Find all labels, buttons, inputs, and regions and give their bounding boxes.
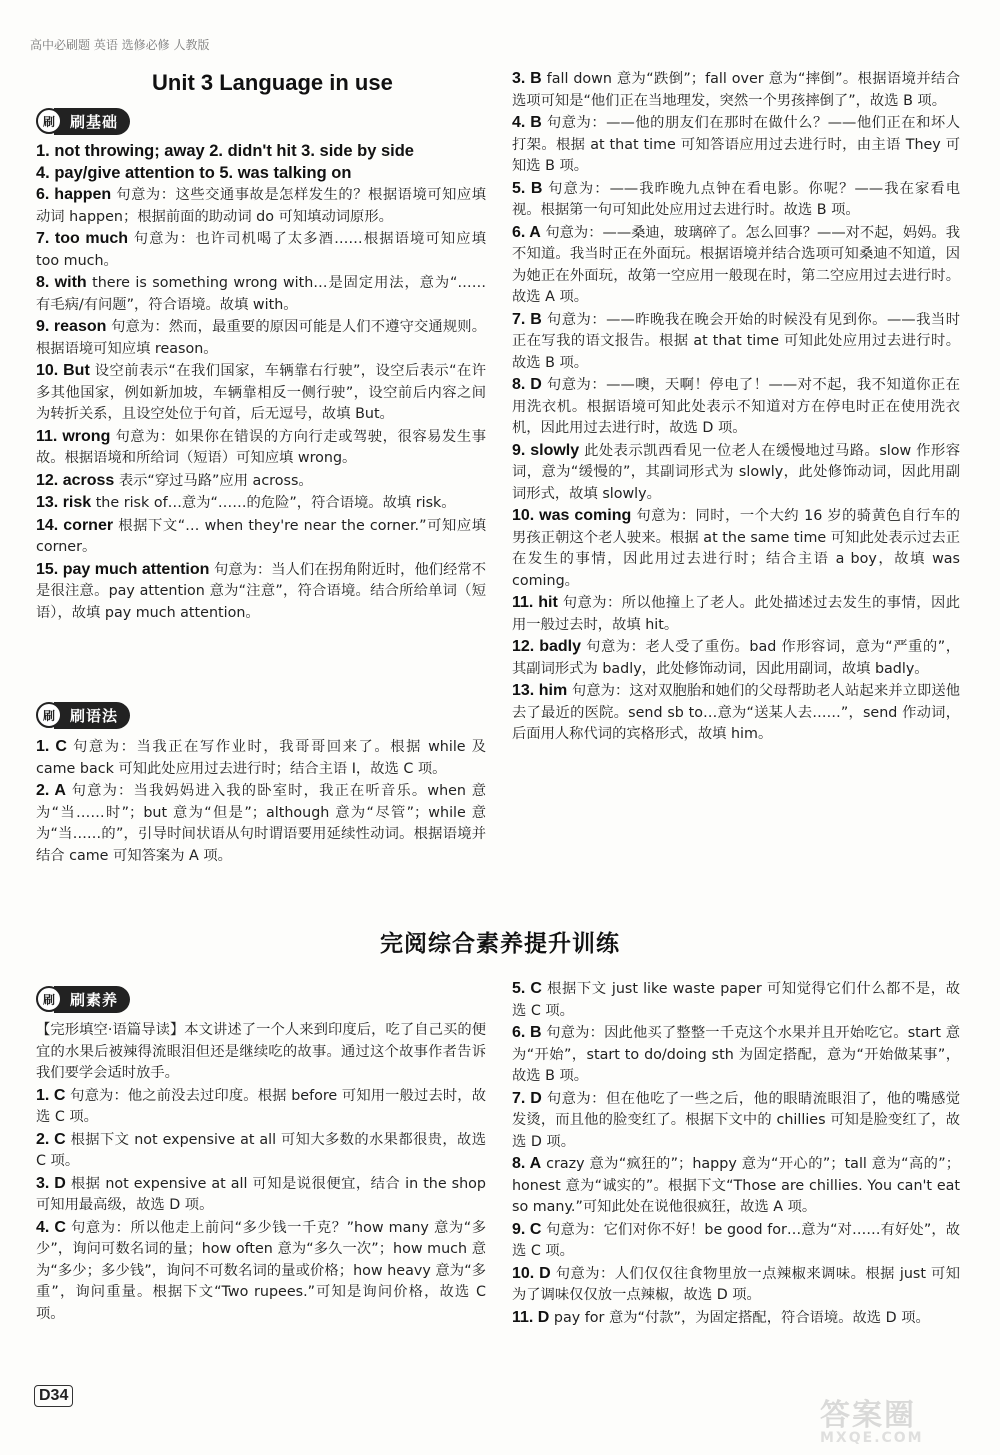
answer-explanation: 句意为：也许司机喝了太多酒……根据语境可知应填 too much。 [36,231,487,269]
answer-item [512,505,960,592]
answer-key: 2. C [36,1130,66,1148]
answer-explanation: the risk of…意为“……的危险”，符合语境。故填 risk。 [95,495,456,511]
answer-item [36,1129,486,1173]
answer-item [36,360,486,426]
answer-item [512,1219,960,1263]
answer-explanation: pay for 意为“付款”，为固定搭配，符合语境。故选 D 项。 [553,1309,930,1326]
answer-key: 10. But [36,362,90,379]
answer-explanation: 句意为：老人受了重伤。bad 作形容词，意为“严重的”，其副词形式为 badly，此处修饰动词，因此用副词，故填 badly。 [512,639,960,677]
watermark-text: 答案圈 [820,1398,916,1433]
answer-explanation: 句意为：这对双胞胎和她们的父母帮助老人站起来并立即送他去了最近的医院。send sb to…意为“送某人去……”，send 作动词，后面用人称代词的宾格形式，故填 him。 [512,683,961,742]
answer-item [512,1088,960,1154]
answer-key: 10. was coming [512,507,632,524]
answer-item [512,374,960,440]
answer-item [36,426,486,470]
answer-item [512,680,960,746]
watermark-url: MXQE.COM [820,1430,924,1446]
answer-explanation: 句意为：因此他买了整整一千克这个水果并且开始吃它。start 意为“开始”，start to do/doing sth 为固定搭配，意为“开始做某事”，故选 B 项。 [512,1025,961,1084]
answer-item [512,592,960,636]
answer-explanation: 根据下文 just like waste paper 可知觉得它们什么都不是，故选 C 项。 [512,981,961,1019]
answer-item [36,780,486,867]
badge-grammar [36,702,130,728]
page-number: D34 [34,1385,73,1407]
answer-explanation: 句意为：当我正在写作业时，我哥哥回来了。根据 while 及 came back 可知此处应用过去进行时；结合主语 I，故选 C 项。 [36,739,487,777]
bottom-right-answer-list [512,978,960,1329]
answer-explanation: 句意为：如果你在错误的方向行走或驾驶，很容易发生事故。根据语境和所给词（短语）可知应填 wrong。 [36,428,487,466]
answer-key: 2. A [36,782,66,799]
answer-key: 8. D [512,376,542,393]
book-icon: 刷 [36,986,62,1012]
answer-item [36,1217,486,1326]
right-answer-list [512,68,960,746]
answer-key: 4. B [512,114,542,131]
book-icon: 刷 [36,108,62,134]
running-head: 高中必刷题 英语 选修必修 人教版 [30,38,210,52]
answer-key: 3. D [36,1174,66,1192]
answer-key: 5. B [512,179,543,197]
unit-title: Unit 3 Language in use [152,70,393,95]
section-title: 完阅综合素养提升训练 [380,931,620,957]
basic-line: 4. pay/give attention to 5. was talking on [36,164,352,182]
answer-key: 15. pay much attention [36,560,210,578]
answer-key: 7. B [512,310,542,328]
answer-key: 7. D [512,1089,542,1107]
answer-explanation: 句意为：所以他撞上了老人。此处描述过去发生的事情，因此用一般过去时，故填 hit。 [512,595,961,633]
badge-literacy [36,986,130,1012]
answer-item [512,68,960,112]
badge-basic-label: 刷基础 [54,108,130,135]
answer-explanation: 根据下文“… when they're near the corner.”可知应填 corner。 [36,517,487,555]
answer-explanation: 句意为：人们仅仅往食物里放一点辣椒来调味。根据 just 可知为了调味仅仅放一点辣椒，故选 D 项。 [512,1265,960,1303]
answer-explanation: 句意为：然而，最重要的原因可能是人们不遵守交通规则。根据语境可知应填 reason。 [36,319,487,357]
answer-explanation: 句意为：——桑迪，玻璃碎了。怎么回事？——对不起，妈妈。我不知道。我当时正在外面玩。根据语境并结合选项可知桑迪不知道，因为她正在外面玩，故第一空应用一般现在时，第二空应用过去进行时。故选 A 项。 [512,224,961,305]
badge-literacy-label: 刷素养 [54,986,130,1013]
passage-intro: 【完形填空·语篇导读】本文讲述了一个人来到印度后，吃了自己买的便宜的水果后被辣得流眼泪但还是继续吃的故事。通过这个故事作者告诉我们要学会适时放手。 [36,1022,486,1081]
answer-explanation: there is something wrong with…是固定用法，意为“……有毛病/有问题”，符合语境。故填 with。 [36,275,487,313]
answer-explanation: 此处表示凯西看见一位老人在缓慢地过马路。slow 作形容词，意为“缓慢的”，其副词形式为 slowly，此处修饰动词，因此用副词形式，故填 slowly。 [512,442,960,502]
answer-item [36,272,486,316]
answer-item [512,440,960,506]
answer-item [36,184,486,228]
answer-key: 9. reason [36,318,107,335]
answer-explanation: 句意为：当我妈妈进入我的卧室时，我正在听音乐。when 意为“当……时”；but 意为“但是”；although 意为“尽管”；while 意为“当……的”，引导时间状语从句时谓语要用延续性动词。根据语境并结合 came 可知答案为 A 项。 [36,783,487,864]
answer-key: 8. A [512,1155,542,1172]
answer-key: 12. badly [512,638,582,655]
answer-item [512,1153,960,1219]
answer-explanation: 句意为：它们对你不好！be good for…意为“对……有好处”，故选 C 项。 [512,1221,961,1259]
answer-item [36,1173,486,1217]
answer-explanation: 句意为：——昨晚我在晚会开始的时候没有见到你。——我当时正在写我的语文报告。根据 at that time 可知此处应用过去进行时。故选 B 项。 [512,311,961,371]
answer-explanation: 句意为：同时，一个大约 16 岁的骑黄色自行车的男孩正朝这个老人驶来。根据 at the same time 可知此处表示过去正在发生的事情，因此用过去进行时；结合主语 a boy，故填 was coming。 [512,508,961,589]
answer-item [36,492,486,515]
answer-key: 11. wrong [36,427,111,445]
answer-explanation: 句意为：——他的朋友们在那时在做什么？——他们正在和坏人打架。根据 at that time 可知答语应用过去进行时，由主语 They 可知选 B 项。 [512,115,961,174]
answer-explanation: 设空前表示“在我们国家，车辆靠右行驶”，设空后表示“在许多其他国家，例如新加坡，车辆靠相反一侧行驶”，设空前后内容之间为转折关系，且设空处位于句首，后无逗号，故填 But。 [36,363,487,422]
answer-item [512,309,960,375]
answer-item [512,636,960,680]
book-icon: 刷 [36,702,62,728]
answer-explanation: fall down 意为“跌倒”；fall over 意为“摔倒”。根据语境并结合选项可知是“他们正在当地理发，突然一个男孩摔倒了”，故选 B 项。 [512,71,960,109]
answer-item [36,316,486,360]
answer-key: 7. too much [36,230,129,247]
answer-key: 3. B [512,70,542,87]
answer-item [512,178,960,222]
bottom-left-section [36,1020,486,1325]
answer-key: 5. C [512,980,542,997]
answer-explanation: 句意为：所以他走上前问“多少钱一千克？”how many 意为“多少”，询问可数名词的量；how often 意为“多久一次”；how much 意为“多少；多少钱”，询问不可数名词的量或价格；how heavy 意为“多重”，询问重量。根据下文“Two rupees.”可知是询问价格，故选 C 项。 [36,1219,487,1322]
answer-key: 11. D [512,1308,550,1326]
watermark-logo [820,1390,970,1445]
basic-answer-list [36,184,486,624]
answer-key: 12. across [36,471,115,489]
answer-explanation: 句意为：——噢，天啊！停电了！——对不起，我不知道你正在用洗衣机。根据语境可知此处表示不知道对方在停电时正在使用洗衣机，因此用过去进行时，故选 D 项。 [512,377,961,436]
answer-item [36,559,486,625]
answer-key: 13. him [512,682,568,699]
answer-explanation: 根据 not expensive at all 可知是说很便宜，结合 in the shop 可知用最高级，故选 D 项。 [36,1175,486,1213]
answer-explanation: 句意为：当人们在拐角附近时，他们经常不是很注意。pay attention 意为“注意”，符合语境。结合所给单词（短语），故填 pay much attention。 [36,561,487,621]
answer-item [36,228,486,272]
answer-key: 6. happen [36,186,112,203]
answer-key: 9. C [512,1220,542,1238]
basic-line: 1. not throwing; away 2. didn't hit 3. side by side [36,142,414,160]
answer-key: 10. D [512,1264,551,1282]
answer-item [512,112,960,178]
answer-key: 1. C [36,738,67,755]
answer-explanation: 句意为：他之前没去过印度。根据 before 可知用一般过去时，故选 C 项。 [36,1087,487,1125]
answer-key: 4. C [36,1218,66,1236]
answer-key: 9. slowly [512,441,580,459]
answer-key: 13. risk [36,494,92,511]
grammar-answer-list [36,736,486,867]
answer-key: 6. B [512,1024,542,1041]
answer-item [36,515,486,559]
answer-explanation: crazy 意为“疯狂的”；happy 意为“开心的”；tall 意为“高的”；honest 意为“诚实的”。根据下文“Those are chillies. You can't eat so many.”可知此处在说他很疯狂，故选 A 项。 [512,1156,961,1215]
answer-item [512,222,960,309]
answer-item [512,1022,960,1088]
answer-item [512,1263,960,1307]
answer-item [36,736,486,780]
answer-explanation: 表示“穿过马路”应用 across。 [118,472,313,489]
answer-explanation: 句意为：——我昨晚九点钟在看电影。你呢？——我在家看电视。根据第一句可知此处应用过去进行时。故选 B 项。 [512,180,961,218]
answer-key: 1. C [36,1086,66,1104]
answer-item [36,470,486,493]
basic-section [36,140,486,624]
answer-item [512,978,960,1022]
answer-key: 6. A [512,223,541,241]
badge-grammar-label: 刷语法 [54,702,130,729]
answer-explanation: 句意为：但在他吃了一些之后，他的眼睛流眼泪了，他的嘴感觉发烫，而且他的脸变红了。根据下文中的 chillies 可知是脸变红了，故选 D 项。 [512,1090,961,1150]
answer-key: 11. hit [512,594,558,611]
badge-basic [36,108,130,134]
answer-item [36,1085,486,1129]
answer-explanation: 句意为：这些交通事故是怎样发生的？根据语境可知应填动词 happen；根据前面的助动词 do 可知填动词原形。 [36,187,487,225]
answer-key: 8. with [36,274,87,291]
bottom-left-answer-list [36,1085,486,1326]
answer-key: 14. corner [36,516,114,534]
answer-item [512,1307,960,1330]
answer-explanation: 根据下文 not expensive at all 可知大多数的水果都很贵，故选 C 项。 [36,1131,486,1169]
